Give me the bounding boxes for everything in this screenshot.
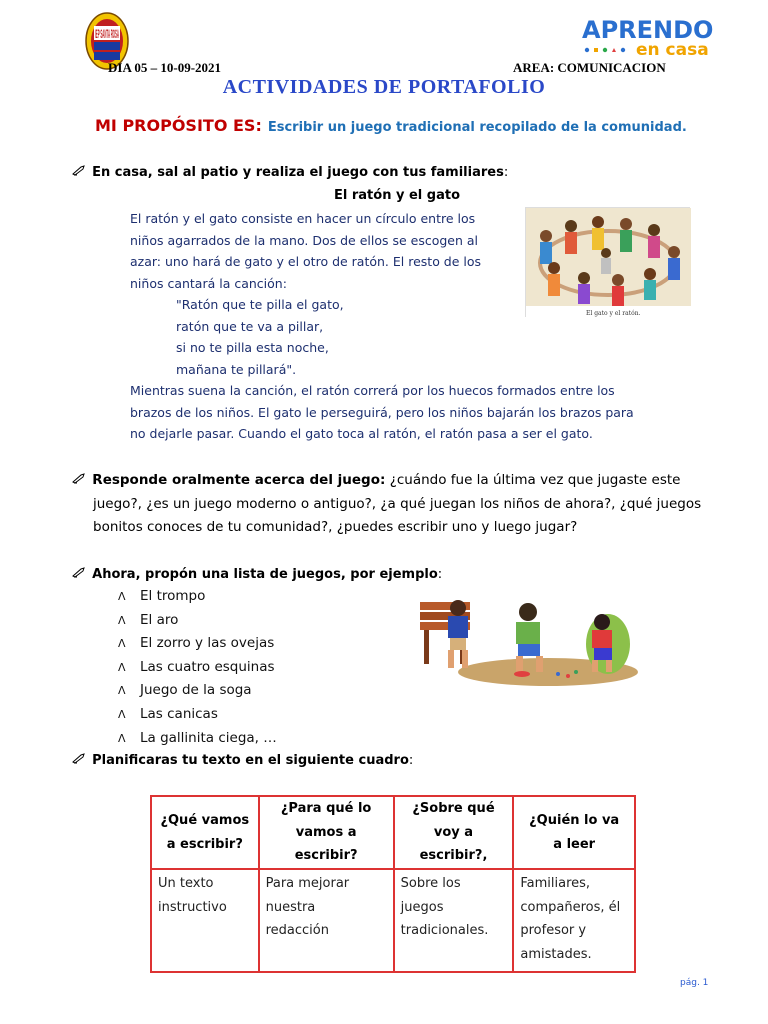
section2-line2: juego?, ¿es un juego moderno o antiguo?, ¿a qué juegan los niños de ahora?, ¿qué juegos [93,496,702,512]
section2-label: Responde oralmente acerca del juego: [92,472,386,488]
story-end [130,380,634,445]
aprendo-en-casa-logo [582,16,717,60]
purpose-label: MI PROPÓSITO ES: [95,116,262,135]
story-line: niños cantará la canción: [130,275,287,291]
page-title: ACTIVIDADES DE PORTAFOLIO [222,76,546,98]
section2-text: ¿cuándo fue la última vez que jugaste este [389,472,681,488]
planning-table [150,795,636,973]
list-bullet-icon: ᐱ [118,707,126,721]
song-line: mañana te pillará". [176,361,297,377]
writing-hand-icon [72,752,88,764]
table-header-cell: ¿Quién lo va a leer [513,796,635,869]
page-number: pág. 1 [680,978,709,988]
list-bullet-icon: ᐱ [118,637,126,651]
list-item: ᐱ La gallinita ciega, … [118,727,277,751]
writing-hand-icon [72,164,88,176]
list-bullet-icon: ᐱ [118,613,126,627]
section1-colon: : [503,165,509,180]
story-intro [130,208,481,294]
brand-line2: en casa [636,40,709,60]
table-header-cell: ¿Qué vamos a escribir? [151,796,259,869]
section3-instruction [72,566,442,582]
section2-line3: bonitos conoces de tu comunidad?, ¿puedes escribir uno y luego jugar? [93,519,578,535]
story-line: brazos de los niños. El gato le perseguirá, pero los niños bajarán los brazos para [130,404,634,420]
story-line: Mientras suena la canción, el ratón correrá por los huecos formados entre los [130,383,615,398]
purpose-line [95,116,687,135]
story-line: no dejarle pasar. Cuando el gato toca al ratón, el ratón pasa a ser el gato. [130,426,593,442]
table-cell: Un texto instructivo [151,869,259,972]
list-item: ᐱ El aro [118,609,277,633]
story-line: El ratón y el gato consiste en hacer un círculo entre los [130,211,476,226]
list-item: ᐱ El trompo [118,585,277,609]
section1-instruction-text: En casa, sal al patio y realiza el juego con tus familiares [92,165,504,180]
brand-line1: APRENDO [582,16,714,44]
table-cell: Sobre los juegos tradicionales. [394,869,514,972]
brand-dots-icon [584,47,630,53]
section3-colon: : [437,567,443,582]
song-line: si no te pilla esta noche, [176,340,329,356]
list-item: ᐱ Juego de la soga [118,679,277,703]
list-item: ᐱ Las cuatro esquinas [118,656,277,680]
logo-text: IEP SANTA ROSA [95,27,120,41]
table-header-row [151,796,635,869]
area-label: AREA: COMUNICACION [513,60,666,75]
children-circle-illustration [525,207,690,317]
writing-hand-icon [72,566,88,578]
section4-label: Planificaras tu texto en el siguiente cuadro [92,753,409,768]
day-date: DIA 05 – 10-09-2021 [108,60,222,75]
list-bullet-icon: ᐱ [118,731,126,745]
game-title: El ratón y el gato [334,188,460,203]
games-list [118,585,277,750]
table-header-cell: ¿Para qué lo vamos a escribir? [259,796,394,869]
writing-hand-icon [72,472,88,484]
section2-line1 [72,472,680,488]
song-lyrics [176,294,344,380]
section1-instruction [72,164,508,180]
list-bullet-icon: ᐱ [118,590,126,603]
purpose-text: Escribir un juego tradicional recopilado de la comunidad. [267,120,687,135]
table-header-cell: ¿Sobre qué voy a escribir?, [394,796,514,869]
story-line: azar: uno hará de gato y el otro de ratón. El resto de los [130,254,482,270]
table-row [151,869,635,972]
photo-caption: El gato y el ratón. [586,310,641,317]
story-line: niños agarrados de la mano. Dos de ellos se escogen al [130,232,479,248]
section4-instruction [72,752,413,768]
song-line: ratón que te va a pillar, [176,318,324,334]
children-playing-marbles-illustration [418,594,632,687]
list-bullet-icon: ᐱ [118,684,126,698]
list-item: ᐱ El zorro y las ovejas [118,632,277,656]
section4-colon: : [408,753,414,768]
section3-label: Ahora, propón una lista de juegos, por ejemplo [92,567,438,582]
song-line: "Ratón que te pilla el gato, [176,297,344,312]
table-cell: Para mejorar nuestra redacción [259,869,394,972]
list-item: ᐱ Las canicas [118,703,277,727]
list-bullet-icon: ᐱ [118,660,126,674]
table-cell: Familiares, compañeros, él profesor y amistades. [513,869,635,972]
